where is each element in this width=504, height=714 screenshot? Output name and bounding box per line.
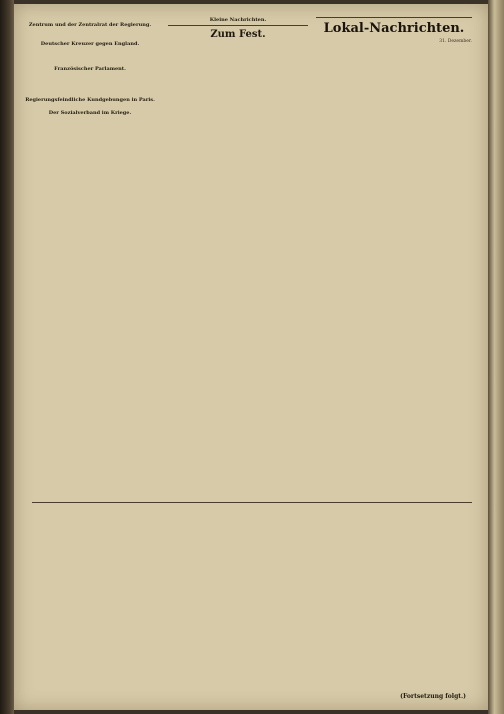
small-news-heading: Kleine Nachrichten. <box>209 16 267 23</box>
newspaper-page <box>14 4 488 710</box>
column-left <box>20 10 160 117</box>
politics-heading-3: Französischer Parlament. <box>54 66 126 73</box>
politics-heading-2: Deutscher Kreuzer gegen England. <box>40 41 140 48</box>
page-edge <box>488 0 504 714</box>
column-right <box>316 10 472 52</box>
divider <box>316 17 472 18</box>
lokal-title: Lokal-Nachrichten. <box>323 20 465 36</box>
continuation-note: (Fortsetzung folgt.) <box>400 693 466 700</box>
politics-heading-1: Zentrum und der Zentralrat der Regierung. <box>28 22 152 29</box>
feuilleton-divider <box>32 502 472 503</box>
politics-heading-4: Regierungsfeindliche Kundgebungen in Paris. <box>25 96 155 103</box>
divider <box>168 25 308 26</box>
column-middle <box>168 10 308 48</box>
binding-spine <box>0 0 14 714</box>
lokal-date: 31. Dezember. <box>439 38 472 44</box>
feature-title: Zum Fest. <box>210 28 266 40</box>
politics-heading-5: Der Sozialverband im Kriege. <box>48 110 132 117</box>
